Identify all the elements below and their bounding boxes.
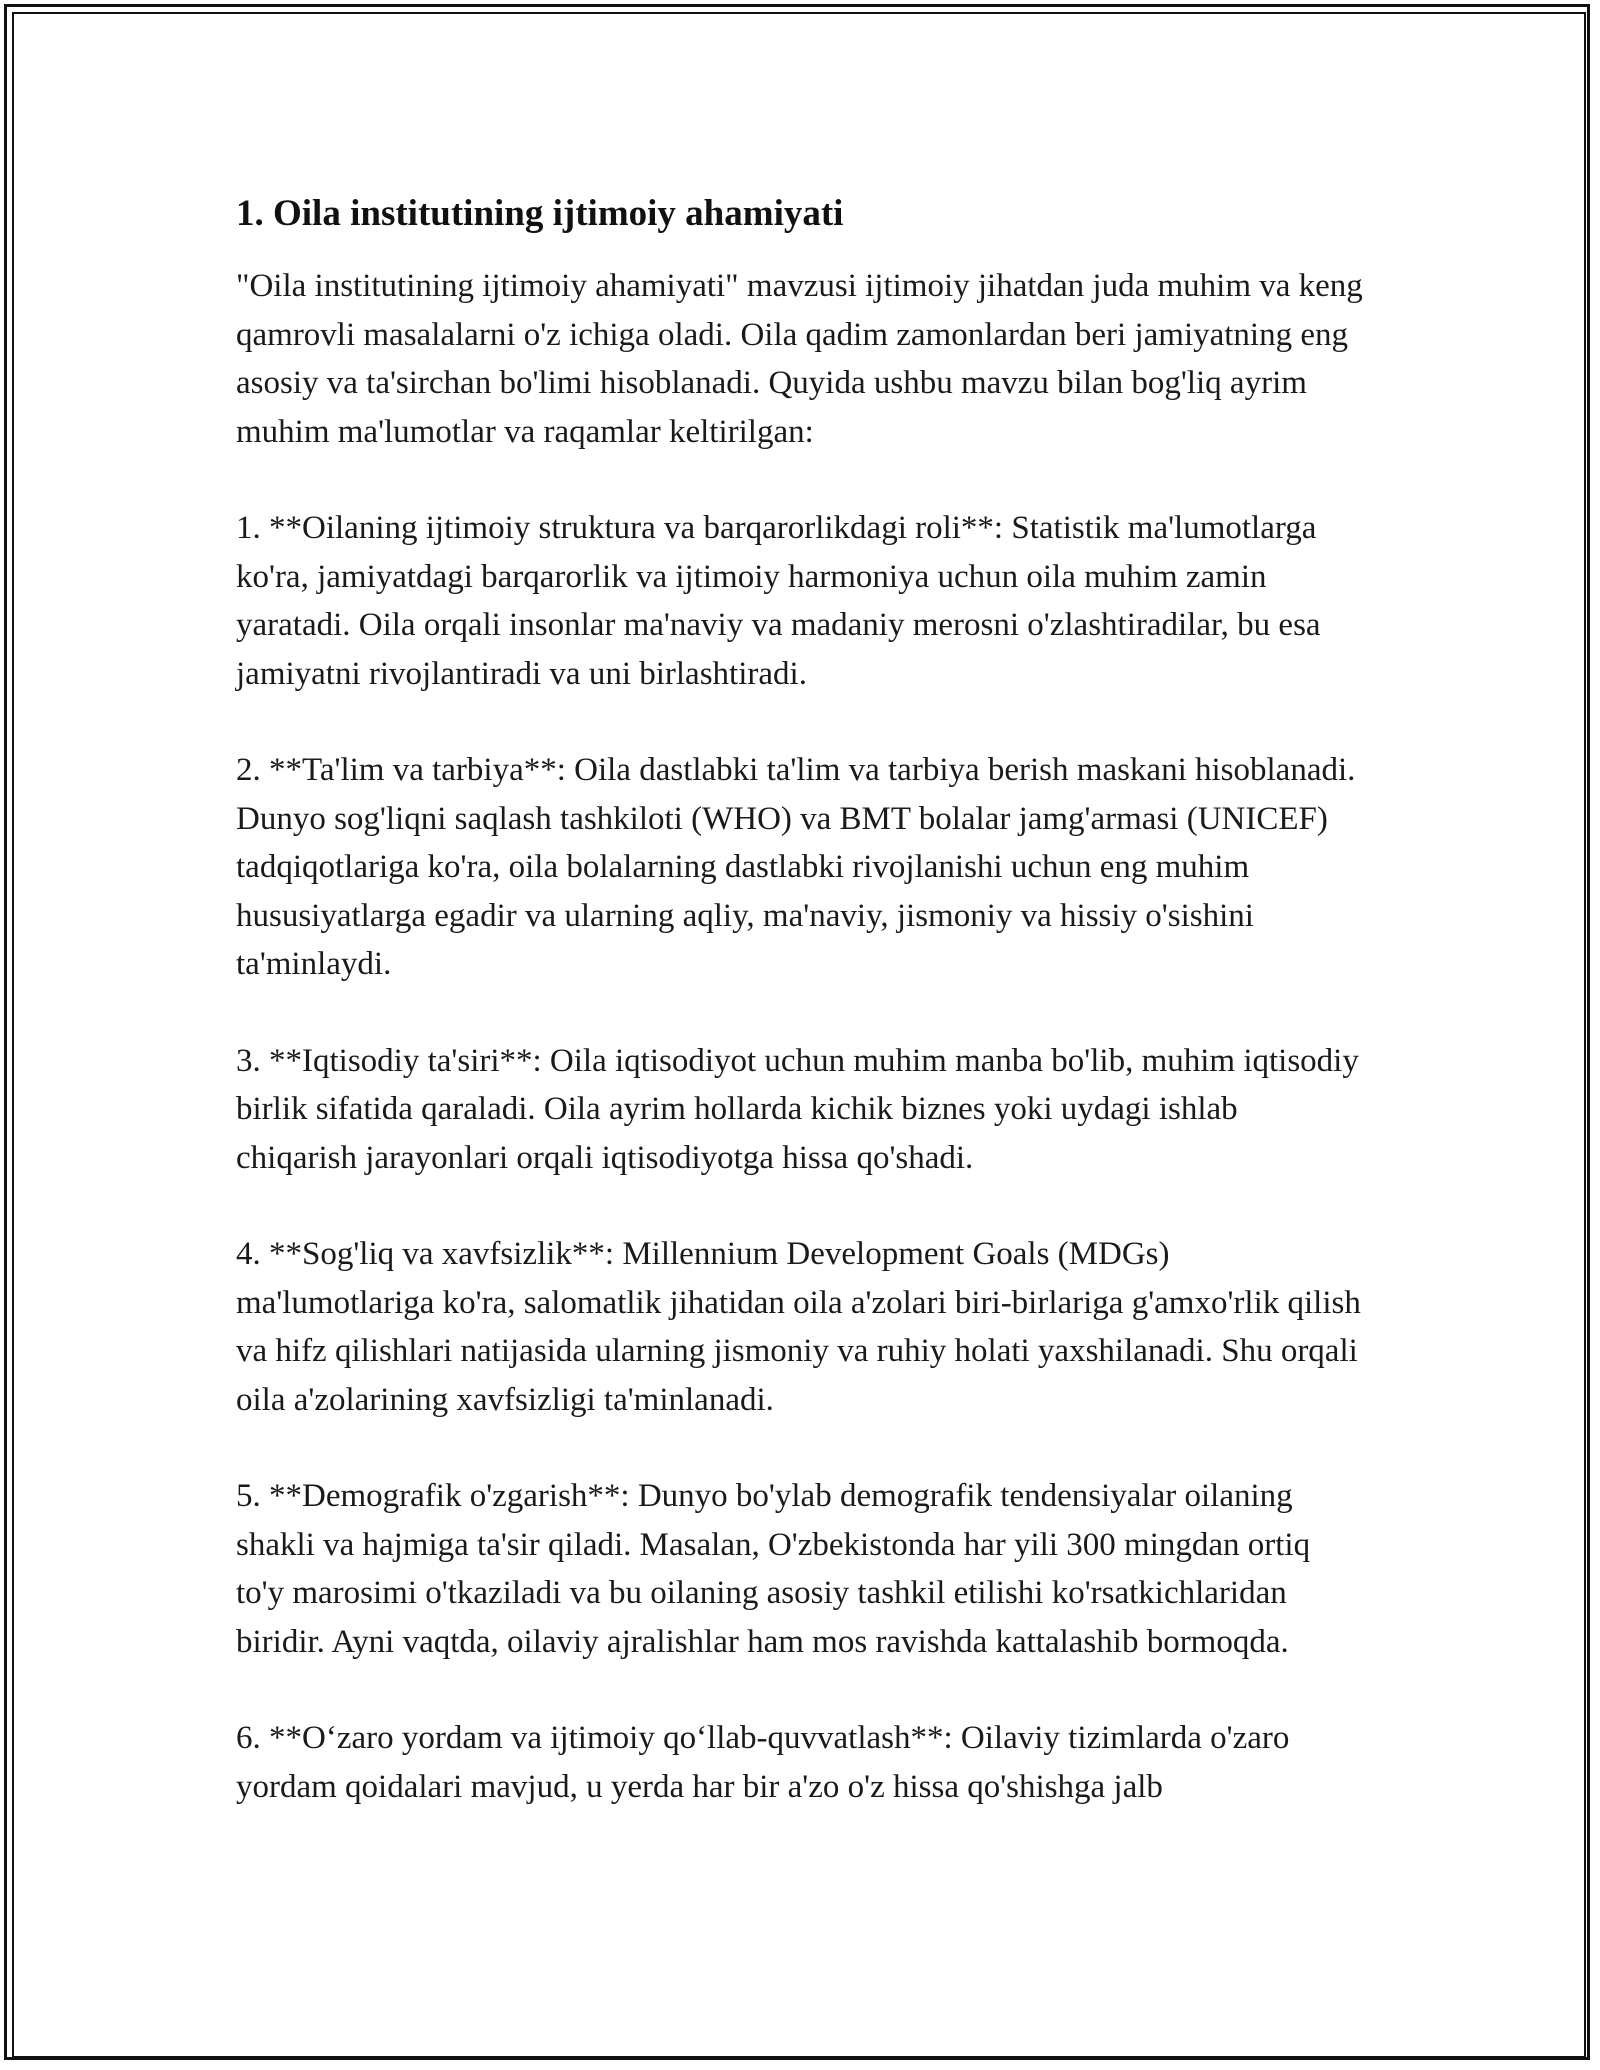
- paragraph-item-3: 3. **Iqtisodiy ta'siri**: Oila iqtisodiyot uchun muhim manba bo'lib, muhim iqtisodiy birlik sifatida qaraladi. Oila ayrim hollarda kichik biznes yoki uydagi ishlab chiqarish jarayonlari orqali iqtisodiyotga hissa qo'shadi.: [236, 1042, 1359, 1176]
- document-body: [236, 186, 1366, 1811]
- document-heading: 1. Oila institutining ijtimoiy ahamiyati: [236, 193, 844, 234]
- paragraph-item-2: 2. **Ta'lim va tarbiya**: Oila dastlabki ta'lim va tarbiya berish maskani hisoblanadi. Dunyo sog'liqni saqlash tashkiloti (WHO) va BMT bolalar jamg'armasi (UNICEF) tadqiqotlariga ko'ra, oila bolalarning dastlabki rivojlanishi uchun eng muhim hususiyatlarga egadir va ularning aqliy, ma'naviy, jismoniy va hissiy o'sishini ta'minlaydi.: [236, 752, 1356, 982]
- paragraph-item-5: 5. **Demografik o'zgarish**: Dunyo bo'ylab demografik tendensiyalar oilaning shakli va hajmiga ta'sir qiladi. Masalan, O'zbekistonda har yili 300 mingdan ortiq to'y marosimi o'tkaziladi va bu oilaning asosiy tashkil etilishi ko'rsatkichlaridan biridir. Ayni vaqtda, oilaviy ajralishlar ham mos ravishda kattalashib bormoqda.: [236, 1478, 1311, 1660]
- intro-paragraph: "Oila institutining ijtimoiy ahamiyati" mavzusi ijtimoiy jihatdan juda muhim va keng qamrovli masalalarni o'z ichiga oladi. Oila qadim zamonlardan beri jamiyatning eng asosiy va ta'sirchan bo'limi hisoblanadi. Quyida ushbu mavzu bilan bog'liq ayrim muhim ma'lumotlar va raqamlar keltirilgan:: [236, 268, 1363, 450]
- paragraph-item-6: 6. **O‘zaro yordam va ijtimoiy qo‘llab-quvvatlash**: Oilaviy tizimlarda o'zaro yordam qoidalari mavjud, u yerda har bir a'zo o'z hissa qo'shishga jalb: [236, 1720, 1290, 1805]
- paragraph-item-4: 4. **Sog'liq va xavfsizlik**: Millennium Development Goals (MDGs) ma'lumotlariga ko'ra, salomatlik jihatidan oila a'zolari biri-birlariga g'amxo'rlik qilish va hifz qilishlari natijasida ularning jismoniy va ruhiy holati yaxshilanadi. Shu orqali oila a'zolarining xavfsizligi ta'minlanadi.: [236, 1236, 1361, 1418]
- paragraph-item-1: 1. **Oilaning ijtimoiy struktura va barqarorlikdagi roli**: Statistik ma'lumotlarga ko'ra, jamiyatdagi barqarorlik va ijtimoiy harmoniya uchun oila muhim zamin yaratadi. Oila orqali insonlar ma'naviy va madaniy merosni o'zlashtiradilar, bu esa jamiyatni rivojlantiradi va uni birlashtiradi.: [236, 510, 1321, 692]
